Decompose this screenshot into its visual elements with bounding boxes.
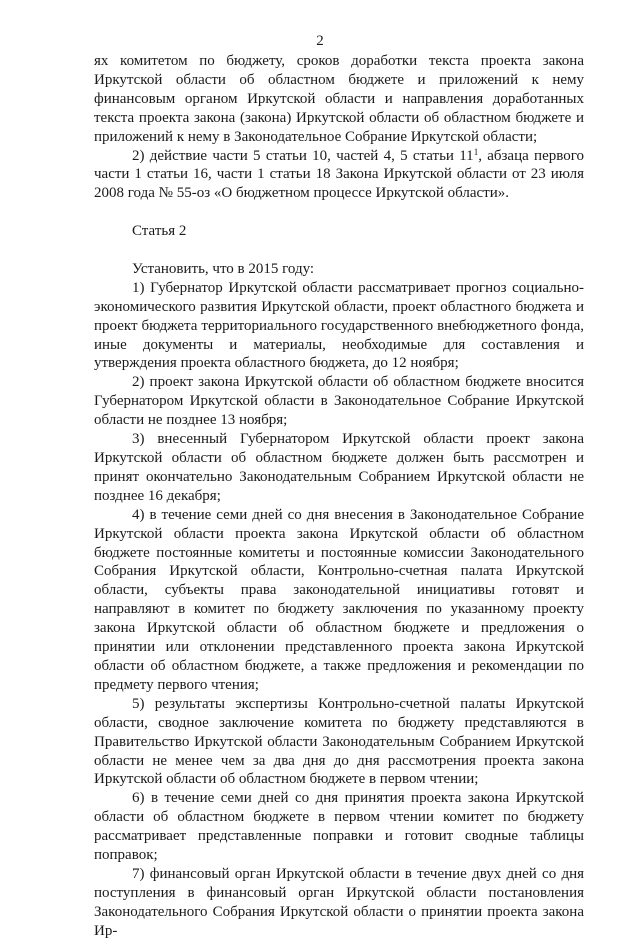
list-item-1: 1) Губернатор Иркутской области рассматривает прогноз социально-экономического развития Иркутской области, проект областного бюджета и проект бюджета территориального государственного внебюджетного фонда, иные документы и материалы, необходимые для составления и утверждения проекта областного бюджета, до 12 ноября; [94,279,584,372]
item-2-text-end: , абзаца первого части 1 статьи 16, части 1 статьи 18 Закона Иркутской области от 23 июля 2008 года № 55-оз «О бюджетном процессе Иркутской области». [94,147,584,202]
page-number: 2 [316,33,324,49]
list-item-6: 6) в течение семи дней со дня принятия проекта закона Иркутской области об областном бюджете в первом чтении комитет по бюджету рассматривает представленные поправки и готовит сводные таблицы поправок; [94,790,584,864]
intro-paragraph: Установить, что в 2015 году: [132,260,315,277]
document-body [94,52,584,941]
item-2-paragraph [94,147,584,204]
list-item-2: 2) проект закона Иркутской области об областном бюджете вносится Губернатором Иркутской области в Законодательное Собрание Иркутской области не позднее 13 ноября; [94,374,584,429]
list-item-4: 4) в течение семи дней со дня внесения в Законодательное Собрание Иркутской области проекта закона Иркутской области об областном бюджете постоянные комитеты и постоянные комиссии Законодательного Собрания Иркутской области, Контрольно-счетная палата Иркутской области, субъекты права законодательной инициативы готовят и направляют в комитет по бюджету заключения по указанному проекту закона Иркутской области об областном бюджете и предложения о принятии или отклонении представленного проекта закона Иркутской области об областном бюджете, а также предложения и рекомендации по предмету первого чтения; [94,506,584,693]
spacer [94,203,584,222]
list-item-3: 3) внесенный Губернатором Иркутской области проект закона Иркутской области об областном бюджете должен быть рассмотрен и принят окончательно Законодательным Собранием Иркутской области не позднее 16 декабря; [94,431,584,504]
item-2-text: 2) действие части 5 статьи 10, частей 4, 5 статьи 11 [132,147,474,164]
article-heading: Статья 2 [132,223,187,240]
spacer [94,241,584,260]
list-item-7: 7) финансовый орган Иркутской области в течение двух дней со дня поступления в финансовый орган Иркутской области постановления Законодательного Собрания Иркутской области о принятии проекта закона Ир- [94,865,584,939]
continuation-paragraph: ях комитетом по бюджету, сроков доработки текста проекта закона Иркутской области об областном бюджете и приложений к нему финансовым органом Иркутской области и направления доработанных текста проекта закона (закона) Иркутской области об областном бюджете и приложений к нему в Законодательное Собрание Иркутской области; [94,53,584,145]
superscript: 1 [473,146,479,157]
list-item-5: 5) результаты экспертизы Контрольно-счетной палаты Иркутской области, сводное заключение комитета по бюджету представляются в Правительство Иркутской области Законодательным Собранием Иркутской области не менее чем за два дня до дня рассмотрения проекта закона Иркутской области об областном бюджете в первом чтении; [94,695,584,788]
